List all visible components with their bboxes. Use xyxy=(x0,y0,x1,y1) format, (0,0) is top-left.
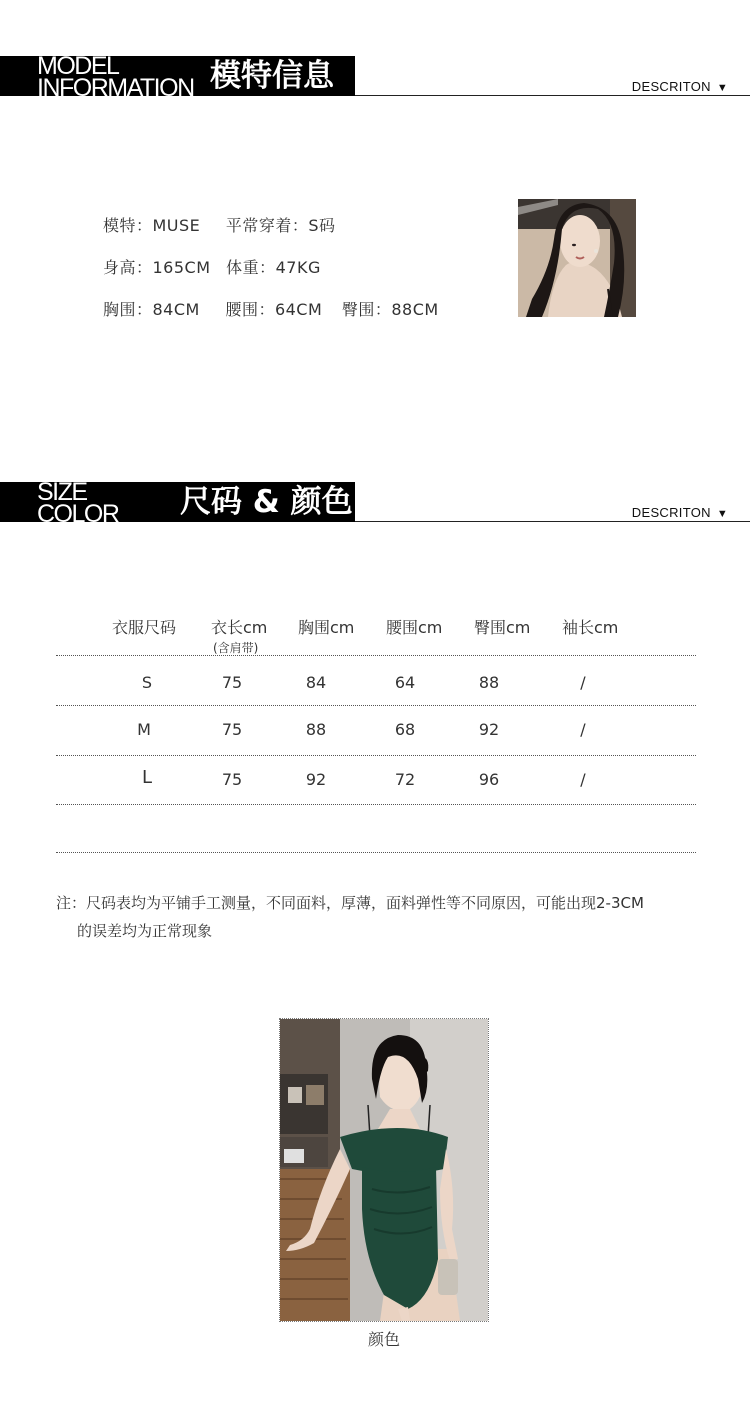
header-description-label xyxy=(632,79,728,94)
model-bust: 胸围：84CM xyxy=(103,300,200,319)
divider xyxy=(56,852,696,853)
triangle-down-icon: ▼ xyxy=(716,82,728,94)
header-en-line2: COLOR xyxy=(37,500,119,528)
note-line2: 的误差均为正常现象 xyxy=(77,922,213,940)
cell-size: L xyxy=(141,767,153,788)
divider xyxy=(56,705,696,706)
model-info-header xyxy=(0,52,750,102)
column-header-length: 衣长cm xyxy=(211,618,268,637)
model-line xyxy=(103,297,439,320)
measurement-note xyxy=(56,889,644,945)
cell-length: 75 xyxy=(221,720,243,739)
model-line xyxy=(103,213,336,236)
cell-waist: 68 xyxy=(394,720,416,739)
header-description-label xyxy=(632,505,728,520)
header-cn-title: 模特信息 xyxy=(210,58,334,94)
header-rule xyxy=(355,521,750,522)
cell-bust: 88 xyxy=(305,720,327,739)
size-color-header xyxy=(0,478,750,528)
cell-sleeve: / xyxy=(580,673,586,692)
header-en-title xyxy=(37,52,194,102)
model-hip: 臀围：88CM xyxy=(341,300,439,319)
column-header-size: 衣服尺码 xyxy=(112,618,177,637)
cell-bust: 92 xyxy=(305,770,327,789)
model-weight: 体重：47KG xyxy=(226,258,321,277)
cell-size: S xyxy=(141,673,153,692)
cell-hip: 88 xyxy=(478,673,500,692)
desc-text: DESCRITON xyxy=(631,79,711,94)
model-waist: 腰围：64CM xyxy=(225,300,323,319)
dress-color-photo xyxy=(280,1019,488,1321)
cell-sleeve: / xyxy=(580,770,586,789)
header-rule xyxy=(355,95,750,96)
divider xyxy=(56,804,696,805)
model-line xyxy=(103,255,321,278)
header-en-line1: MODEL xyxy=(37,52,119,80)
column-header-hip: 臀围cm xyxy=(474,618,531,637)
header-en-line1: SIZE xyxy=(37,478,87,506)
color-caption: 颜色 xyxy=(367,1330,400,1349)
desc-text: DESCRITON xyxy=(631,505,711,520)
cell-length: 75 xyxy=(221,673,243,692)
cell-hip: 92 xyxy=(478,720,500,739)
column-header-sleeve: 袖长cm xyxy=(562,618,619,637)
cell-sleeve: / xyxy=(580,720,586,739)
triangle-down-icon: ▼ xyxy=(716,508,728,520)
cell-bust: 84 xyxy=(305,673,327,692)
model-portrait-photo xyxy=(518,199,636,317)
divider xyxy=(56,755,696,756)
usual-size: 平常穿着：S码 xyxy=(225,216,336,235)
divider xyxy=(56,655,696,656)
length-note: (含肩带) xyxy=(213,641,259,655)
cell-waist: 72 xyxy=(394,770,416,789)
header-cn-title: 尺码 & 颜色 xyxy=(180,484,353,520)
cell-size: M xyxy=(137,720,151,739)
cell-length: 75 xyxy=(221,770,243,789)
model-name: 模特：MUSE xyxy=(103,216,201,235)
cell-hip: 96 xyxy=(478,770,500,789)
header-en-line2: INFORMATION xyxy=(37,74,194,102)
model-height: 身高：165CM xyxy=(103,258,211,277)
header-en-title xyxy=(37,478,119,528)
column-header-waist: 腰围cm xyxy=(386,618,443,637)
note-line1: 注：尺码表均为平铺手工测量，不同面料，厚薄，面料弹性等不同原因，可能出现2-3CM xyxy=(56,894,644,912)
column-header-bust: 胸围cm xyxy=(298,618,355,637)
cell-waist: 64 xyxy=(394,673,416,692)
